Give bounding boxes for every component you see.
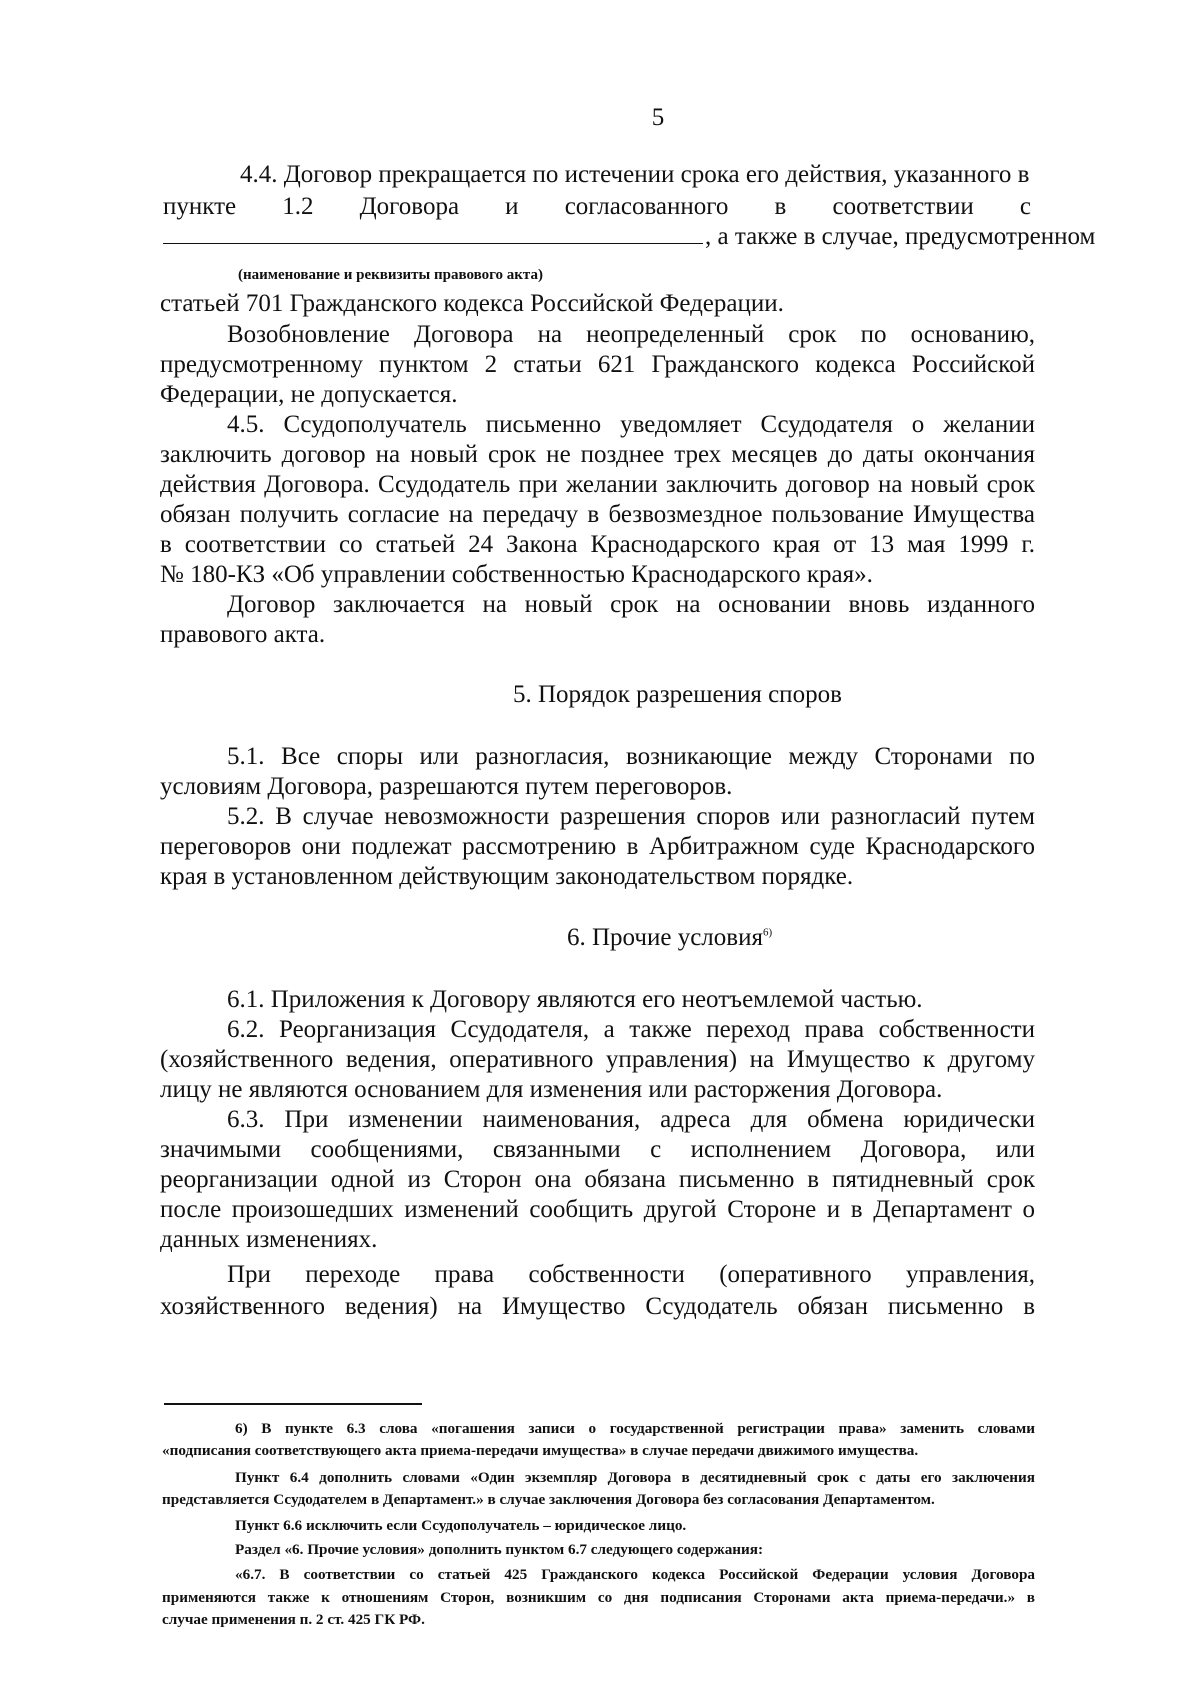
footnote-line: Раздел «6. Прочие условия» дополнить пунктом 6.7 следующего содержания: — [235, 1541, 764, 1558]
body-line: правового акта. — [160, 621, 326, 648]
footnote-line: Пункт 6.6 исключить если Ссудополучатель – юридическое лицо. — [235, 1517, 687, 1534]
page-number: 5 — [651, 104, 665, 131]
footnote-line: Пункт 6.4 дополнить словами «Один экземпляр Договора в десятидневный срок с даты его заключения — [235, 1469, 1035, 1486]
section-heading-text: 6. Прочие условия — [567, 924, 763, 951]
body-line: 6.2. Реорганизация Ссудодателя, а также переход права собственности — [227, 1016, 1035, 1043]
body-line: 4.5. Ссудополучатель письменно уведомляет Ссудодателя о желании — [227, 411, 1035, 438]
section-heading — [567, 923, 772, 953]
body-line: условиям Договора, разрешаются путем переговоров. — [160, 773, 733, 800]
body-line: 5.1. Все споры или разногласия, возникающие между Сторонами по — [227, 743, 1035, 770]
section-heading: 5. Порядок разрешения споров — [513, 681, 842, 708]
body-line: 4.4. Договор прекращается по истечении срока его действия, указанного в — [240, 161, 1030, 188]
body-line-text: , а также в случае, предусмотренном — [705, 223, 1096, 250]
body-line: края в установленном действующим законодательством порядке. — [160, 863, 854, 890]
body-line: Возобновление Договора на неопределенный срок по основанию, — [227, 321, 1035, 348]
footnote-line: «6.7. В соответствии со статьей 425 Гражданского кодекса Российской Федерации условия Договора — [235, 1566, 1035, 1583]
footnote-line: «подписания соответствующего акта приема-передачи имущества» в случае передачи движимого имущества. — [162, 1442, 919, 1459]
body-line: лицу не являются основанием для изменения или расторжения Договора. — [160, 1076, 943, 1103]
blank-caption: (наименование и реквизиты правового акта) — [238, 267, 543, 283]
body-line: № 180-КЗ «Об управлении собственностью Краснодарского края». — [160, 561, 873, 588]
blank-line — [163, 223, 703, 244]
body-line: Договор заключается на новый срок на основании вновь изданного — [227, 591, 1035, 618]
footnote-line: 6) В пункте 6.3 слова «погашения записи о государственной регистрации права» заменить словами — [235, 1420, 1035, 1437]
footnote-line: случае применения п. 2 ст. 425 ГК РФ. — [162, 1611, 425, 1628]
footnote-separator — [164, 1403, 422, 1405]
body-line: предусмотренному пунктом 2 статьи 621 Гражданского кодекса Российской — [160, 351, 1035, 378]
body-line: При переходе права собственности (оперативного управления, — [227, 1261, 1035, 1288]
body-line: 5.2. В случае невозможности разрешения споров или разногласий путем — [227, 803, 1035, 830]
body-line: реорганизации одной из Сторон она обязана письменно в пятидневный срок — [160, 1166, 1035, 1193]
body-line: переговоров они подлежат рассмотрению в Арбитражном суде Краснодарского — [160, 833, 1035, 860]
body-line: Федерации, не допускается. — [160, 381, 458, 408]
body-line: обязан получить согласие на передачу в безвозмездное пользование Имущества — [160, 501, 1035, 528]
body-line: после произошедших изменений сообщить другой Стороне и в Департамент о — [160, 1196, 1035, 1223]
body-line: 6.3. При изменении наименования, адреса для обмена юридически — [227, 1106, 1035, 1133]
body-line: хозяйственного ведения) на Имущество Ссудодатель обязан письменно в — [160, 1293, 1035, 1320]
body-line: статьей 701 Гражданского кодекса Российской Федерации. — [160, 290, 784, 317]
body-line: 6.1. Приложения к Договору являются его неотъемлемой частью. — [227, 986, 923, 1013]
footnote-ref: 6) — [762, 926, 773, 939]
footnote-line: представляется Ссудодателем в Департамент.» в случае заключения Договора без согласования Департаментом. — [162, 1491, 935, 1508]
body-line: значимыми сообщениями, связанными с исполнением Договора, или — [160, 1136, 1035, 1163]
body-line: пункте 1.2 Договора и согласованного в соответствии с — [163, 193, 1031, 220]
body-line-with-blank — [163, 222, 1095, 252]
body-line: в соответствии со статьей 24 Закона Краснодарского края от 13 мая 1999 г. — [160, 531, 1035, 558]
footnote-line: применяются также к отношениям Сторон, возникшим со дня подписания Сторонами акта приема-передачи.» в — [162, 1589, 1035, 1606]
body-line: данных изменениях. — [160, 1226, 378, 1253]
body-line: (хозяйственного ведения, оперативного управления) на Имущество к другому — [160, 1046, 1035, 1073]
body-line: действия Договора. Ссудодатель при желании заключить договор на новый срок — [160, 471, 1035, 498]
body-line: заключить договор на новый срок не позднее трех месяцев до даты окончания — [160, 441, 1035, 468]
